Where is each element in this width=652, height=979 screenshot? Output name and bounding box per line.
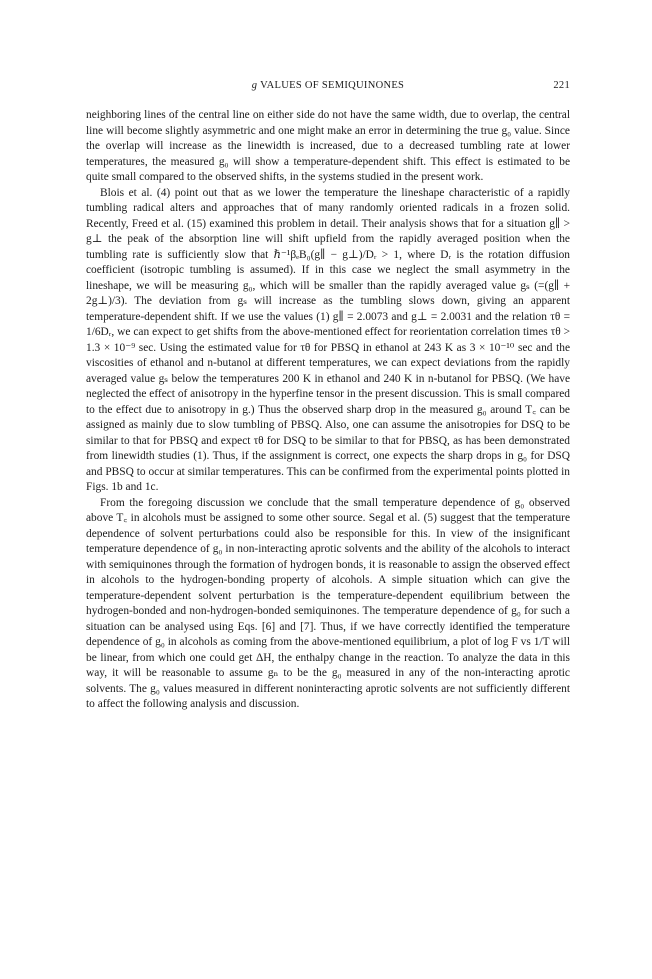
paragraph-3: From the foregoing discussion we conclude that the small temperature dependence of g₀ observed above T꜀ in alcohols must be assigned to some other source. Segal et al. (5) suggest that the temperature dependence of solvent perturbations could also be responsible for this. In view of the insignificant temperature dependence of g₀ in non-interacting aprotic solvents and the ability of the alcohols to interact with semiquinones through the formation of hydrogen bonds, it is reasonable to assign the observed effect in alcohols to the hydrogen-bonding property of alcohols. A simple situation which can give the temperature-dependent solvent perturbation is the temperature-dependent equilibrium between the hydrogen-bonded and non-hydrogen-bonded semiquinones. The temperature dependence of g₀ for such a situation can be analysed using Eqs. [6] and [7]. Thus, if we have correctly identified the temperature dependence of g₀ in alcohols as coming from the above-mentioned equilibrium, a plot of log F vs 1/T will be linear, from which one could get ΔH, the enthalpy change in the reaction. To analyze the data in this way, it will be reasonable to assume gₙ to be the g₀ measured in any of the non-interacting aprotic solvents. The g₀ values measured in different noninteracting aprotic solvents are not sufficiently different to affect the following analysis and discussion. — [86, 496, 570, 710]
paragraph-1: neighboring lines of the central line on either side do not have the same width, due to overlap, the central line will become slightly asymmetric and one might make an error in determining the true g₀ value. Since the overlap will increase as the linewidth is increased, due to a decreased tumbling rate at lower temperatures, the measured g₀ will show a temperature-dependent shift. This effect is estimated to be quite small compared to the observed shifts, in the systems studied in the present work. — [86, 109, 570, 183]
running-header — [86, 80, 570, 96]
running-title-text: VALUES OF SEMIQUINONES — [260, 80, 405, 91]
paragraph-2: Blois et al. (4) point out that as we lower the temperature the lineshape characteristic of a rapidly tumbling radical alters and approaches that of many randomly oriented radicals in a frozen solid. Recently, Freed et al. (15) examined this problem in detail. Their analysis shows that for a situation g∥ > g⊥ the peak of the absorption line will shift upfield from the rapidly averaged position when the tumbling rate is sufficiently slow that ℏ⁻¹βₑB₀(g∥ − g⊥)/Dᵣ > 1, where Dᵣ is the rotation diffusion coefficient (isotropic tumbling is assumed). If in this case we neglect the small asymmetry in the lineshape, we will be measuring g₀, which will be smaller than the rapidly averaged value gₛ (=(g∥ + 2g⊥)/3). The deviation from gₛ will increase as the tumbling slows down, giving an apparent temperature-dependent shift. If we use the values (1) g∥ = 2.0073 and g⊥ = 2.0031 and the relation τθ = 1/6Dᵣ, we can expect to get shifts from the above-mentioned effect for reorientation correlation times τθ > 1.3 × 10⁻⁹ sec. Using the estimated value for τθ for PBSQ in ethanol at 243 K as 3 × 10⁻¹⁰ sec and the viscosities of ethanol and n-butanol at different temperatures, we can expect deviations from the rapidly averaged value gₛ below the temperatures 200 K in ethanol and 240 K in n-butanol for PBSQ. (We have neglected the effect of anisotropy in the hyperfine tensor in the present discussion. This is small compared to the effect due to anisotropy in g.) Thus the observed sharp drop in the measured g₀ around T꜀ can be assigned as mainly due to slow tumbling of PBSQ. Also, one can assume the anisotropies for DSQ to be similar to that for PBSQ and expect τθ for DSQ to be similar to that for PBSQ, as has been demonstrated from linewidth studies (1). Thus, if the assignment is correct, one expects the sharp drops in g₀ for DSQ and PBSQ to occur at similar temperatures. This can be confirmed from the experimental points plotted in Figs. 1b and 1c. — [86, 186, 570, 493]
body-text — [86, 108, 570, 713]
running-title-prefix: g — [251, 80, 258, 91]
running-title — [86, 80, 570, 91]
page-number: 221 — [553, 80, 570, 91]
